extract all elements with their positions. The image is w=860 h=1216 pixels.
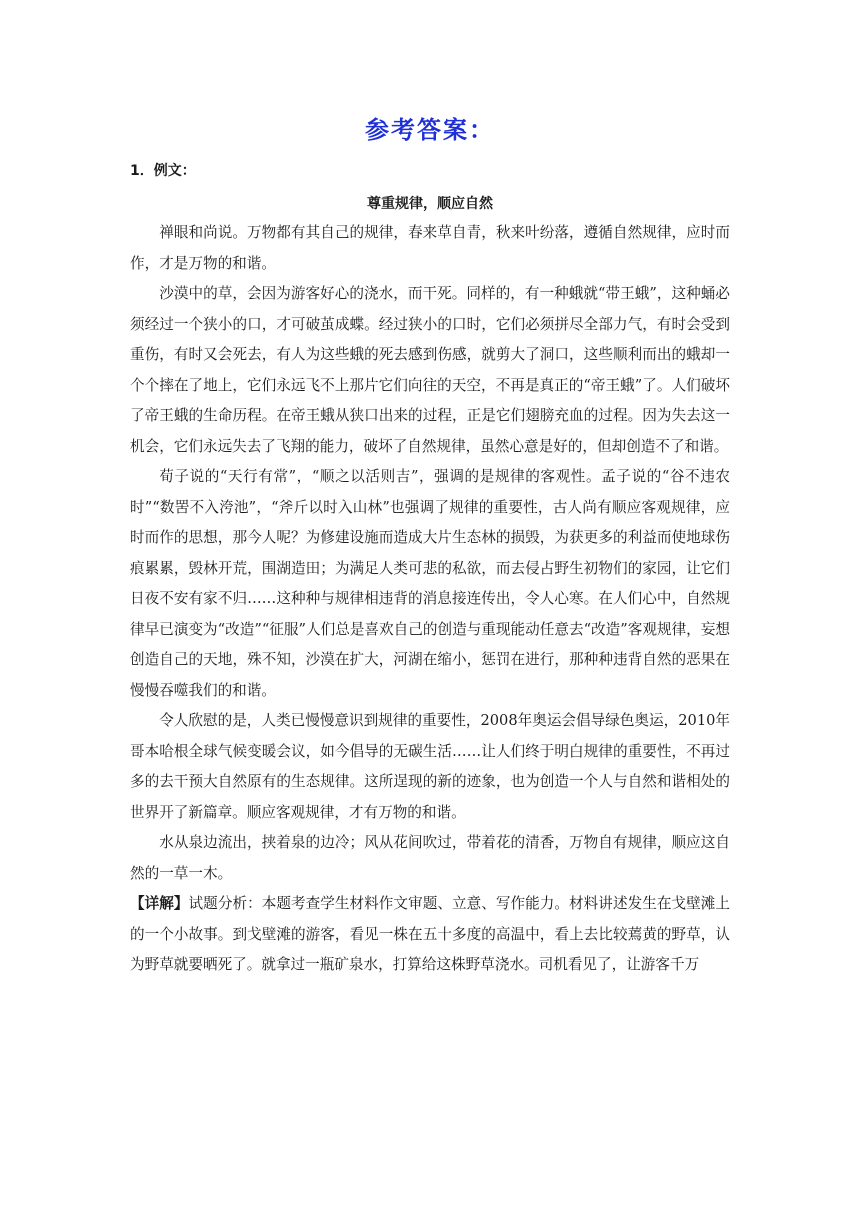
essay-paragraph-4: 令人欣慰的是，人类已慢慢意识到规律的重要性，2008年奥运会倡导绿色奥运，2010年哥本哈根全球气候变暖会议，如今倡导的无碳生活……让人们终于明白规律的重要性，不再过多的去干预大自然原有的生态规律。这所逞现的新的迹象，也为创造一个人与自然和谐相处的世界开了新篇章。顺应客观规律，才有万物的和谐。	[130, 712, 730, 821]
essay-title: 尊重规律，顺应自然	[367, 196, 493, 212]
essay-paragraph-3: 荀子说的“天行有常”，“顺之以活则吉”，强调的是规律的客观性。孟子说的“谷不违农时”“数罟不入洿池”，“斧斤以时入山林”也强调了规律的重要性，古人尚有顺应客观规律，应时而作的思想，那今人呢？为修建设施而造成大片生态林的损毁，为获更多的利益而使地球伤痕累累，毁林开荒，围湖造田；为满足人类可悲的私欲，而去侵占野生初物们的家园，让它们日夜不安有家不归……这种种与规律相违背的消息接连传出，令人心寒。在人们心中，自然规律早已演变为“改造”“征服”人们总是喜欢自己的创造与重现能动任意去“改造”客观规律，妄想创造自己的天地，殊不知，沙漠在扩大，河湖在缩小，惩罚在进行，那种种违背自然的恶果在慢慢吞噬我们的和谐。	[130, 468, 730, 699]
analysis-text: 试题分析：本题考查学生材料作文审题、立意、写作能力。材料讲述发生在戈壁滩上的一个小故事。到戈壁滩的游客，看见一株在五十多度的高温中，看上去比较蔫黄的野草，认为野草就要晒死了。就拿过一瓶矿泉水，打算给这株野草浇水。司机看见了，让游客千万	[130, 895, 730, 973]
document-page	[130, 0, 730, 981]
analysis-tag: 【详解】	[130, 895, 189, 912]
essay-paragraph-1: 禅眼和尚说。万物都有其自己的规律，春来草自青，秋来叶纷落，遵循自然规律，应时而作，才是万物的和谐。	[130, 224, 730, 272]
question-label: 1．例文：	[130, 163, 196, 179]
page-title: 参考答案：	[365, 116, 495, 144]
essay-paragraph-2: 沙漠中的草，会因为游客好心的浇水，而干死。同样的，有一种蛾就“带王蛾”，这种蛹必须经过一个狭小的口，才可破茧成蝶。经过狭小的口时，它们必须拼尽全部力气，有时会受到重伤，有时又会死去，有人为这些蛾的死去感到伤感，就剪大了洞口，这些顺利而出的蛾却一个个摔在了地上，它们永远飞不上那片它们向往的天空，不再是真正的“帝王蛾”了。人们破坏了帝王蛾的生命历程。在帝王蛾从狭口出来的过程，正是它们翅膀充血的过程。因为失去这一机会，它们永远失去了飞翔的能力，破坏了自然规律，虽然心意是好的，但却创造不了和谐。	[130, 285, 730, 455]
essay-paragraph-5: 水从泉边流出，挟着泉的边冷；风从花间吹过，带着花的清香，万物自有规律，顺应这自然的一草一木。	[130, 834, 730, 882]
analysis-paragraph	[130, 889, 730, 981]
